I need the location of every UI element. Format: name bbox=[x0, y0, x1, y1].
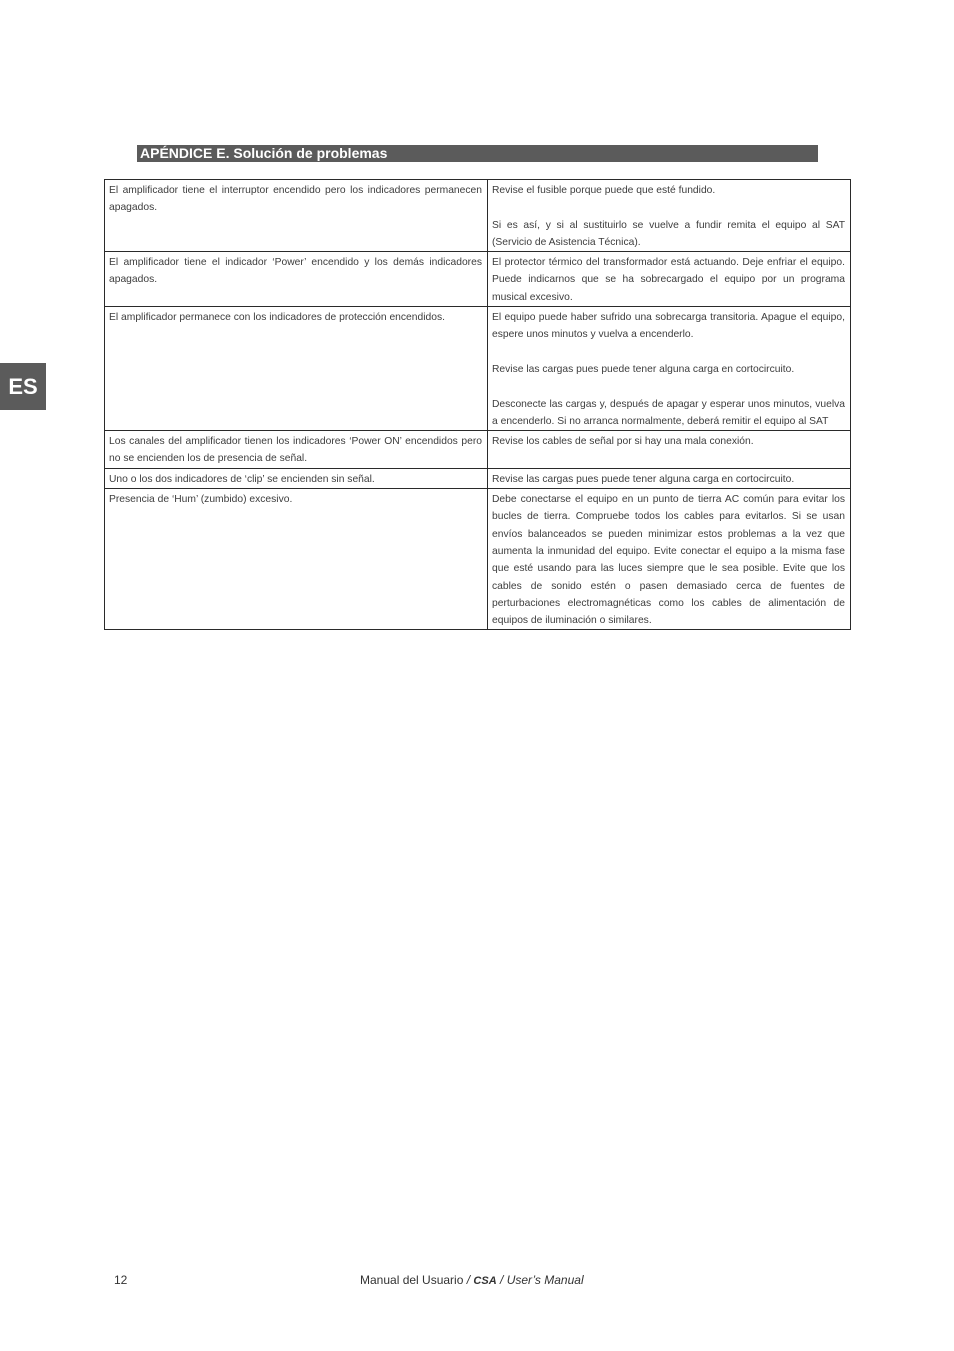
footer-manual-title bbox=[360, 1273, 584, 1287]
table-row bbox=[105, 307, 851, 431]
solution-text: El equipo puede haber sufrido una sobrecarga transitoria. Apague el equipo, espere unos minutos y vuelva a encenderlo. bbox=[492, 312, 845, 341]
problem-text: Los canales del amplificador tienen los indicadores ‘Power ON’ encendidos pero no se encienden los de presencia de señal. bbox=[109, 436, 482, 465]
solution-text: Desconecte las cargas y, después de apagar y esperar unos minutos, vuelva a encenderlo. Si no arranca normalmente, deberá remitir el equipo al SAT bbox=[492, 398, 845, 427]
problem-text: Uno o los dos indicadores de ‘clip’ se encienden sin señal. bbox=[109, 473, 375, 485]
problem-cell bbox=[105, 180, 488, 252]
problem-text: El amplificador tiene el indicador ‘Power’ encendido y los demás indicadores apagados. bbox=[109, 257, 482, 286]
section-heading: APÉNDICE E. Solución de problemas bbox=[137, 145, 818, 162]
page-number: 12 bbox=[114, 1273, 128, 1287]
solution-text: Si es así, y si al sustituirlo se vuelve a fundir remita el equipo al SAT (Servicio de Asistencia Técnica). bbox=[492, 219, 845, 248]
solution-cell bbox=[488, 307, 851, 431]
solution-text: Revise las cargas pues puede tener alguna carga en cortocircuito. bbox=[492, 473, 795, 485]
problem-text: El amplificador permanece con los indicadores de protección encendidos. bbox=[109, 312, 445, 324]
problem-cell bbox=[105, 252, 488, 307]
footer-separator: / bbox=[500, 1273, 504, 1287]
table-row bbox=[105, 489, 851, 630]
solution-text: Revise los cables de señal por si hay una mala conexión. bbox=[492, 436, 754, 448]
footer-title-es: Manual del Usuario bbox=[360, 1273, 464, 1287]
table-row bbox=[105, 431, 851, 469]
problem-text: El amplificador tiene el interruptor encendido pero los indicadores permanecen apagados. bbox=[109, 185, 482, 214]
solution-text: Debe conectarse el equipo en un punto de tierra AC común para evitar los bucles de tierra. Compruebe todos los cables para evitarlos. Si se usan envíos balanceados se pueden minimizar estos problemas a la vez que aumenta la inmunidad del equipo. Evite conectar el equipo a la misma fase que esté usando para las luces siempre que le sea posible. Evite que los cables de sonido estén o pasen demasiado cerca de fuentes de perturbaciones electromagnéticas como los cables de alimentación de equipos de iluminación o similares. bbox=[492, 494, 845, 627]
footer-separator: / bbox=[466, 1273, 471, 1287]
problem-cell bbox=[105, 468, 488, 488]
table-row bbox=[105, 252, 851, 307]
problem-cell bbox=[105, 307, 488, 431]
footer-title-en: User’s Manual bbox=[506, 1273, 584, 1287]
language-tab: ES bbox=[0, 363, 46, 410]
solution-cell bbox=[488, 180, 851, 252]
table-row bbox=[105, 180, 851, 252]
solution-cell bbox=[488, 431, 851, 469]
problem-text: Presencia de ‘Hum’ (zumbido) excesivo. bbox=[109, 494, 293, 506]
table-row bbox=[105, 468, 851, 488]
problem-cell bbox=[105, 489, 488, 630]
solution-text: Revise las cargas pues puede tener alguna carga en cortocircuito. bbox=[492, 363, 795, 375]
problem-cell bbox=[105, 431, 488, 469]
footer-model: CSA bbox=[473, 1275, 497, 1287]
solution-text: El protector térmico del transformador está actuando. Deje enfriar el equipo. Puede indicarnos que se ha sobrecargado el equipo por un programa musical excesivo. bbox=[492, 257, 845, 303]
solution-cell bbox=[488, 468, 851, 488]
solution-cell bbox=[488, 489, 851, 630]
solution-text: Revise el fusible porque puede que esté fundido. bbox=[492, 185, 716, 196]
solution-cell bbox=[488, 252, 851, 307]
troubleshooting-table bbox=[104, 179, 851, 630]
